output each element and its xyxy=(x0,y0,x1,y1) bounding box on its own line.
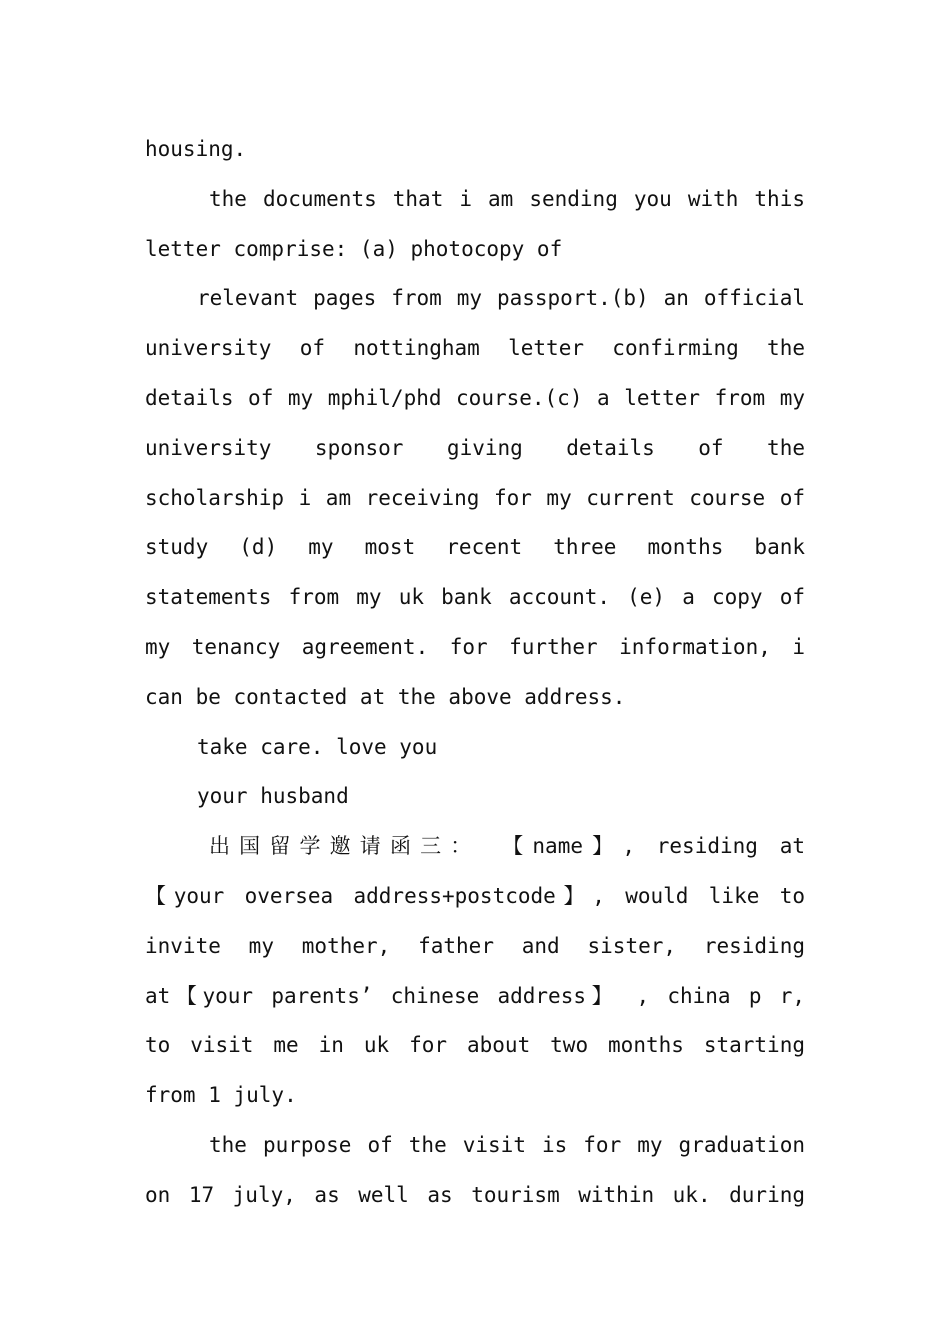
text-line: scholarship i am receiving for my current course of xyxy=(145,485,805,510)
text-line: can be contacted at the above address. xyxy=(145,684,626,709)
text-line: housing. xyxy=(145,137,247,161)
text-line: statements from my uk bank account. (e) a copy of xyxy=(145,585,805,610)
text-line: university of nottingham letter confirming the xyxy=(145,336,805,361)
text-line: university sponsor giving details of the xyxy=(145,435,805,460)
text-line: from 1 july. xyxy=(145,1083,297,1108)
closing-line: take care. love you xyxy=(197,734,438,759)
text-line: the purpose of the visit is for my graduation xyxy=(209,1132,805,1157)
letter-body xyxy=(145,125,805,1221)
text-line: 【your oversea address+postcode】, would like to xyxy=(145,883,805,908)
text-line: relevant pages from my passport.(b) an official xyxy=(197,286,805,311)
text-line: study (d) my most recent three months bank xyxy=(145,535,805,560)
text-line: letter comprise: (a) photocopy of xyxy=(145,236,563,261)
text-line: on 17 july, as well as tourism within uk. during xyxy=(145,1182,805,1207)
signature-line: your husband xyxy=(197,784,349,809)
text-line: to visit me in uk for about two months starting xyxy=(145,1033,805,1058)
section-heading-line: 出国留学邀请函三： 【name】, residing at xyxy=(209,834,805,859)
text-line: at【your parents’ chinese address】 , china p r, xyxy=(145,983,805,1008)
text-line: details of my mphil/phd course.(c) a letter from my xyxy=(145,385,805,410)
text-line: my tenancy agreement. for further information, i xyxy=(145,634,805,659)
text-line: invite my mother, father and sister, residing xyxy=(145,933,805,958)
text-line: the documents that i am sending you with this xyxy=(209,186,805,211)
